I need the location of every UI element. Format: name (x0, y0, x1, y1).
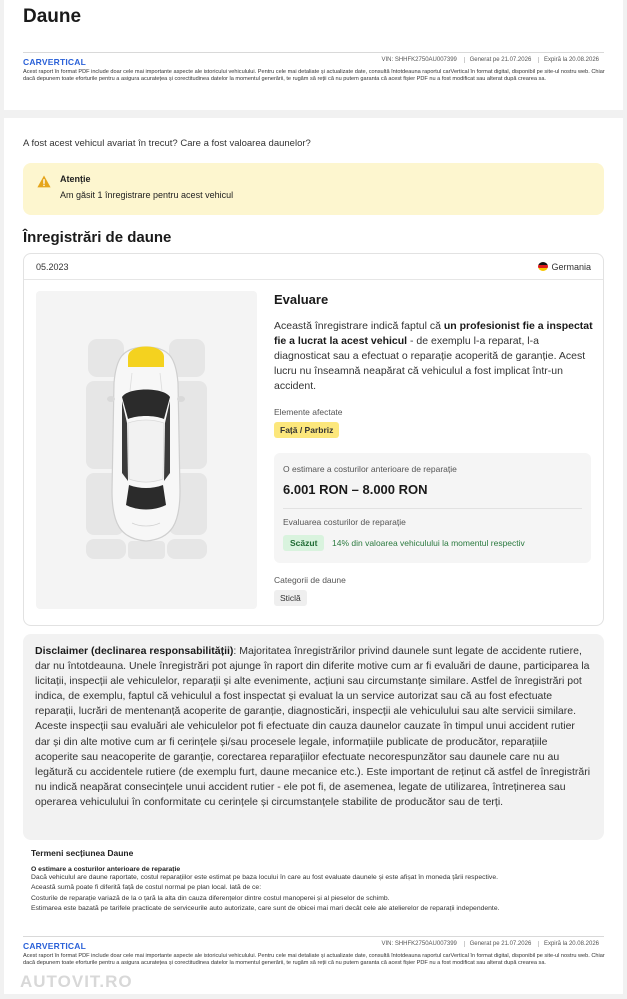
warning-icon (37, 175, 51, 188)
report-note: Acest raport în format PDF include doar cele mai importante aspecte ale istoricului vehiculului. Pentru cele mai detaliate și actualizate date, consultă întotdeauna raportul carVertical în format digital, disponibil pe site-ul nostru web. Chiar dacă depunem toate eforturile pentru a asigura acuratețea și corectitudinea datelor la momentul generării, te rugăm să reții că nu putem garanta că acest fișier PDF nu a fost modificat sau alterat după crearea sa. (23, 69, 605, 82)
affected-chip: Față / Parbriz (274, 422, 339, 438)
records-title: Înregistrări de daune (23, 229, 172, 246)
terms-line: Estimarea este bazată pe tarifele practicate de serviceurile auto autorizate, care sunt de obicei mai mari decât cele ale atelierelor de reparații independente. (31, 904, 500, 912)
evaluation-description (274, 319, 594, 394)
record-header (24, 254, 603, 280)
terms-line: Dacă vehiculul are daune raportate, costul reparațiilor este estimat pe baza locului în care au fost evaluate daunele și este afișat în moneda țării respective. (31, 874, 498, 881)
carvertical-logo: CARVERTICAL (23, 57, 86, 67)
report-meta (377, 57, 604, 63)
report-header (23, 52, 605, 82)
cost-eval-label: Evaluarea costurilor de reparație (283, 517, 406, 527)
generated-date: Generat pe 21.07.2026 (464, 57, 537, 63)
disclaimer-box (23, 634, 604, 840)
section-question: A fost acest vehicul avariat în trecut? Care a fost valoarea daunelor? (23, 138, 311, 149)
vin-text: VIN: SHHFK2750AU007399 (381, 57, 457, 63)
attention-alert (23, 163, 604, 215)
expiry-date: Expiră la 20.08.2026 (538, 941, 604, 947)
vin-text: VIN: SHHFK2750AU007399 (381, 941, 457, 947)
evaluation-text-1: Această înregistrare indică faptul că (274, 320, 444, 332)
affected-label: Elemente afectate (274, 407, 343, 417)
report-note: Acest raport în format PDF include doar cele mai importante aspecte ale istoricului vehiculului. Pentru cele mai detaliate și actualizate date, consultă întotdeauna raportul carVertical în format digital, disponibil pe site-ul nostru web. Chiar dacă depunem toate eforturile pentru a asigura acuratețea și corectitudinea datelor la momentul generării, te rugăm să reții că nu putem garanta că acest fișier PDF nu a fost modificat sau alterat după crearea sa. (23, 953, 605, 966)
terms-line: Costurile de reparație variază de la o țară la alta din cauza diferențelor dintre costul manoperei și al pieselor de schimb. (31, 894, 390, 902)
car-diagram (36, 291, 257, 609)
carvertical-logo: CARVERTICAL (23, 941, 86, 951)
watermark-logo: AUTOVIT.RO (20, 972, 133, 991)
record-country-name: Germania (551, 262, 591, 272)
evaluation-text-bold: un profesionist fie a inspectat fie a lucrat la acest vehicul (274, 320, 593, 347)
alert-title: Atenție (60, 174, 91, 184)
disclaimer-title: Disclaimer (declinarea responsabilității) (35, 645, 234, 657)
expiry-date: Expiră la 20.08.2026 (538, 57, 604, 63)
disclaimer-text: : Majoritatea înregistrărilor privind daunele sunt legate de accidente rutiere, dar nu întotdeauna. Unele înregistrări pot ajunge în raport din diferite motive cum ar fi evaluări de daune, participarea la licitații, inspecții ale vehiculelor, reparații și alte evenimente, acțiuni sau circumstanțe similare. Astfel de înregistrări pot indica, de exemplu, faptul că vehiculul a fost inspectat și evaluat la un service autorizat sau că au fost efectuate reparații, lucrări de mentenanță acoperite de garanție, diagnosticări, inspecții ale vehiculului sau alte servicii similare. Aceste inspecții sau evaluări ale vehiculelor pot fi efectuate din cauza daunelor cauzate în timpul unui accident rutier dar și din alte motive cum ar fi cerințele și/sau procesele legale, informațiile publicate de producător, reparațiile acoperite sau neacoperite de garanție, corectarea reparațiilor efectuate necorespunzător sau daunele care nu au legătură cu accidentele rutiere (de exemplu furt, daune mecanice etc.). Este important de reținut că astfel de înregistrări nu indică neapărat consecințele unui accident rutier - ele pot fi, de asemenea, legate de utilizarea, întreținerea sau operarea vehiculului în conformitate cu cerințele și circumstanțele stabilite de producător sau de terți. (35, 645, 591, 808)
cost-divider (283, 508, 582, 509)
cost-value: 6.001 RON – 8.000 RON (283, 482, 428, 497)
category-chip: Sticlă (274, 590, 307, 606)
report-page-1 (4, 0, 623, 110)
evaluation-title: Evaluare (274, 292, 329, 307)
terms-subtitle: O estimare a costurilor anterioare de reparație (31, 866, 181, 873)
cost-eval-badge: Scăzut (283, 535, 324, 551)
page-title: Daune (23, 6, 82, 27)
terms-line: Această sumă poate fi diferită față de costul normal pe plan local. Iată de ce: (31, 884, 262, 892)
generated-date: Generat pe 21.07.2026 (464, 941, 537, 947)
cost-label: O estimare a costurilor anterioare de reparație (283, 464, 457, 474)
report-meta (377, 941, 604, 947)
record-country (538, 262, 591, 272)
terms-section (31, 848, 601, 914)
record-date: 05.2023 (36, 262, 69, 272)
cost-eval-text: 14% din valoarea vehiculului la momentul respectiv (332, 538, 525, 548)
terms-title: Termeni secțiunea Daune (31, 848, 134, 858)
alert-text: Am găsit 1 înregistrare pentru acest vehicul (60, 190, 234, 200)
germany-flag-icon (538, 262, 548, 271)
cost-estimate-box (274, 453, 591, 563)
evaluation-text-2: - de exemplu l-a reparat, l-a diagnosticat sau a efectuat o reparație acoperită de garanție. Acest lucru nu înseamnă neapărat că vehiculul a fost implicat într-un accident. (274, 335, 586, 392)
car-top-view-icon (36, 291, 257, 609)
damage-record-card (23, 253, 604, 626)
category-label: Categorii de daune (274, 575, 346, 585)
report-footer (23, 936, 605, 966)
report-page-2 (4, 118, 623, 994)
